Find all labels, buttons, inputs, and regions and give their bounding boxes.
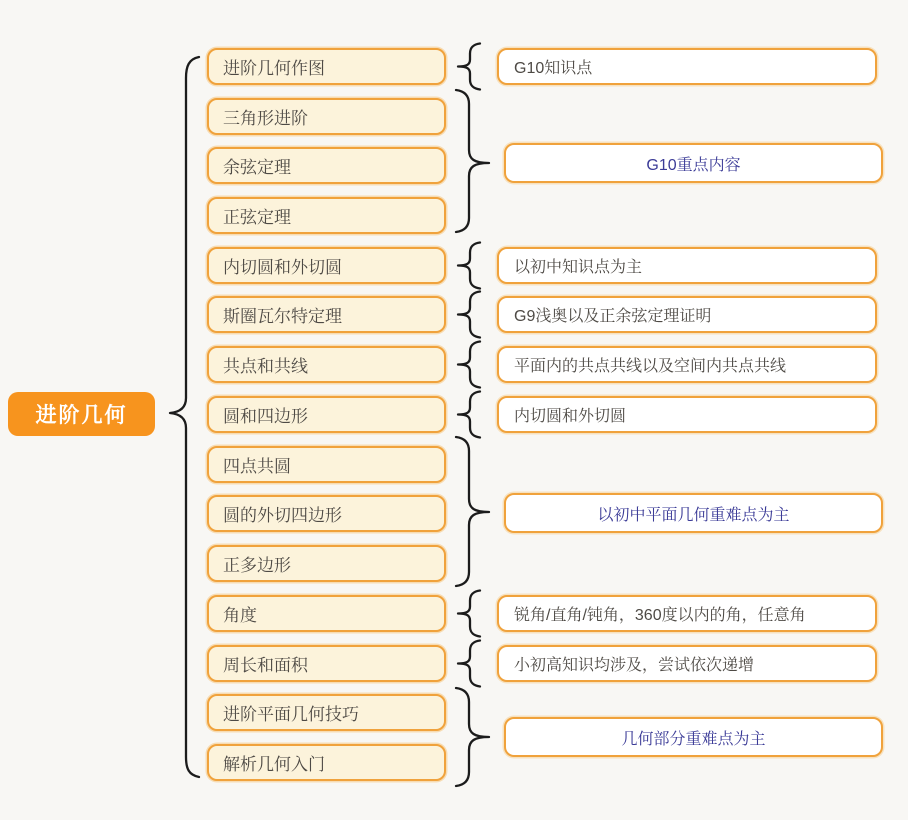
topic-label: 圆的外切四边形 xyxy=(223,506,342,525)
annotation-note-g10-knowledge[interactable] xyxy=(497,48,877,85)
topic-label: 正弦定理 xyxy=(223,208,291,227)
brace-icon xyxy=(458,591,480,637)
annotation-text: 锐角/直角/钝角，360度以内的角，任意角 xyxy=(514,607,806,624)
topic-label: 三角形进阶 xyxy=(223,109,308,128)
topic-node-concyclic-points[interactable] xyxy=(207,446,446,483)
annotation-summary-g10-key-content[interactable] xyxy=(504,143,883,183)
topic-label: 四点共圆 xyxy=(223,457,291,476)
root-brace-icon xyxy=(170,57,199,777)
annotation-text: G10知识点 xyxy=(514,60,593,77)
topic-node-angles[interactable] xyxy=(207,595,446,632)
summary-brace-icon xyxy=(456,90,489,232)
topic-label: 内切圆和外切圆 xyxy=(223,258,342,277)
topic-label: 进阶平面几何技巧 xyxy=(223,705,359,724)
root-label: 进阶几何 xyxy=(35,404,128,427)
annotation-text: 内切圆和外切圆 xyxy=(514,408,627,425)
topic-node-triangle-advanced[interactable] xyxy=(207,98,446,135)
annotation-text: G9浅奥以及正余弦定理证明 xyxy=(514,308,712,325)
summary-brace-icon xyxy=(456,688,489,786)
topic-node-incircle-excircle[interactable] xyxy=(207,247,446,284)
annotation-note-angle-types[interactable] xyxy=(497,595,877,632)
topic-node-law-of-cosines[interactable] xyxy=(207,147,446,184)
annotation-text: 几何部分重难点为主 xyxy=(621,730,766,748)
topic-label: 周长和面积 xyxy=(223,656,308,675)
annotation-note-incircle-excircle[interactable] xyxy=(497,396,877,433)
annotation-text: 平面内的共点共线以及空间内共点共线 xyxy=(514,358,787,375)
brace-icon xyxy=(458,641,480,687)
summary-brace-icon xyxy=(456,437,489,586)
topic-label: 圆和四边形 xyxy=(223,407,308,426)
brace-icon xyxy=(458,392,480,438)
topic-node-concurrency-collinearity[interactable] xyxy=(207,346,446,383)
annotation-text: 以初中平面几何重难点为主 xyxy=(597,506,790,524)
topic-label: 共点和共线 xyxy=(223,357,308,376)
topic-node-stewart-theorem[interactable] xyxy=(207,296,446,333)
topic-label: 解析几何入门 xyxy=(223,755,325,774)
topic-label: 斯圈瓦尔特定理 xyxy=(223,307,342,326)
topic-node-circle-quadrilateral[interactable] xyxy=(207,396,446,433)
annotation-summary-middle-school-plane-focus[interactable] xyxy=(504,493,883,533)
annotation-note-g9-olympiad-proofs[interactable] xyxy=(497,296,877,333)
topic-node-regular-polygon[interactable] xyxy=(207,545,446,582)
brace-icon xyxy=(458,342,480,388)
annotation-note-middle-school-based[interactable] xyxy=(497,247,877,284)
annotation-text: G10重点内容 xyxy=(646,156,741,174)
topic-node-advanced-plane-techniques[interactable] xyxy=(207,694,446,731)
brace-icon xyxy=(458,292,480,338)
topic-label: 进阶几何作图 xyxy=(223,59,325,78)
topic-label: 正多边形 xyxy=(223,556,291,575)
topic-label: 余弦定理 xyxy=(223,158,291,177)
topic-node-analytic-geometry-intro[interactable] xyxy=(207,744,446,781)
root-node[interactable] xyxy=(8,392,155,436)
brace-icon xyxy=(458,243,480,289)
topic-label: 角度 xyxy=(223,606,257,625)
topic-node-perimeter-area[interactable] xyxy=(207,645,446,682)
topic-node-law-of-sines[interactable] xyxy=(207,197,446,234)
annotation-text: 以初中知识点为主 xyxy=(514,259,643,276)
annotation-note-all-grade-levels[interactable] xyxy=(497,645,877,682)
topic-node-tangential-quadrilateral[interactable] xyxy=(207,495,446,532)
annotation-note-plane-space-concurrency[interactable] xyxy=(497,346,877,383)
annotation-text: 小初高知识均涉及，尝试依次递增 xyxy=(514,657,755,674)
topic-node-advanced-construction[interactable] xyxy=(207,48,446,85)
annotation-summary-geometry-difficulty-focus[interactable] xyxy=(504,717,883,757)
brace-icon xyxy=(458,44,480,90)
